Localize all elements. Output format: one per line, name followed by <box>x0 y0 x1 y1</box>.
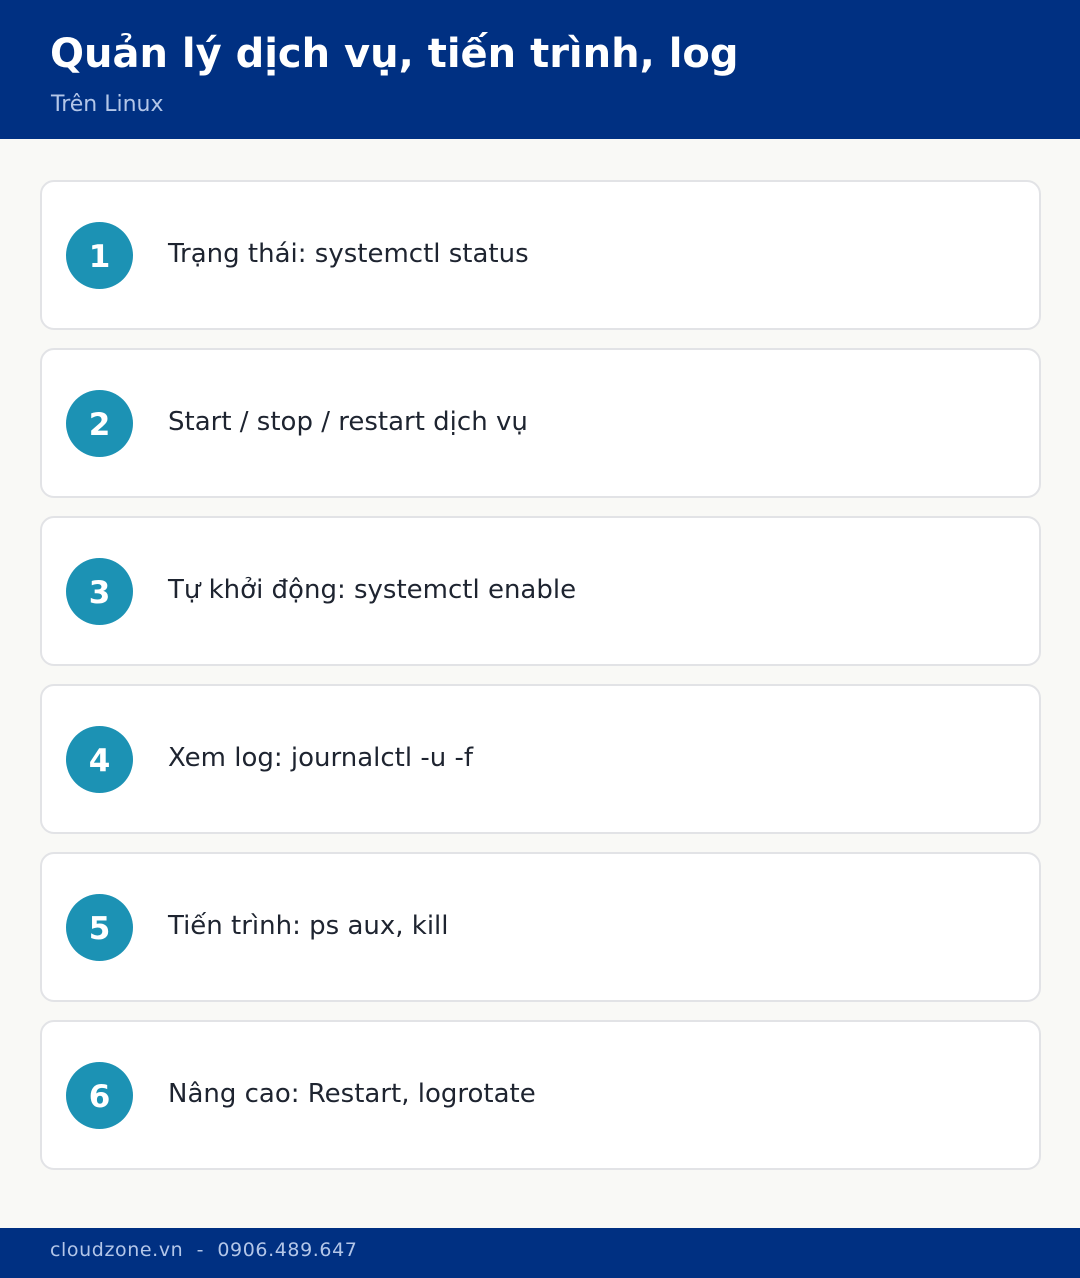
step-number-badge: 5 <box>66 894 133 961</box>
page-subtitle: Trên Linux <box>51 92 164 117</box>
step-list <box>40 180 1041 1188</box>
footer-bar <box>0 1228 1080 1278</box>
step-number-badge: 3 <box>66 558 133 625</box>
step-text: Nâng cao: Restart, logrotate <box>168 1079 536 1109</box>
header-banner <box>0 0 1080 139</box>
step-text: Tiến trình: ps aux, kill <box>168 911 449 941</box>
step-number-badge: 4 <box>66 726 133 793</box>
step-card-6 <box>40 1020 1041 1170</box>
step-text: Tự khởi động: systemctl enable <box>168 575 577 605</box>
step-text: Start / stop / restart dịch vụ <box>168 407 528 437</box>
step-card-1 <box>40 180 1041 330</box>
step-text: Xem log: journalctl -u -f <box>168 743 474 773</box>
step-card-2 <box>40 348 1041 498</box>
footer-contact: cloudzone.vn - 0906.489.647 <box>50 1239 358 1261</box>
step-number-badge: 6 <box>66 1062 133 1129</box>
step-card-3 <box>40 516 1041 666</box>
step-number-badge: 2 <box>66 390 133 457</box>
step-card-4 <box>40 684 1041 834</box>
step-text: Trạng thái: systemctl status <box>168 239 529 269</box>
step-number-badge: 1 <box>66 222 133 289</box>
page-title: Quản lý dịch vụ, tiến trình, log <box>50 31 739 77</box>
step-card-5 <box>40 852 1041 1002</box>
